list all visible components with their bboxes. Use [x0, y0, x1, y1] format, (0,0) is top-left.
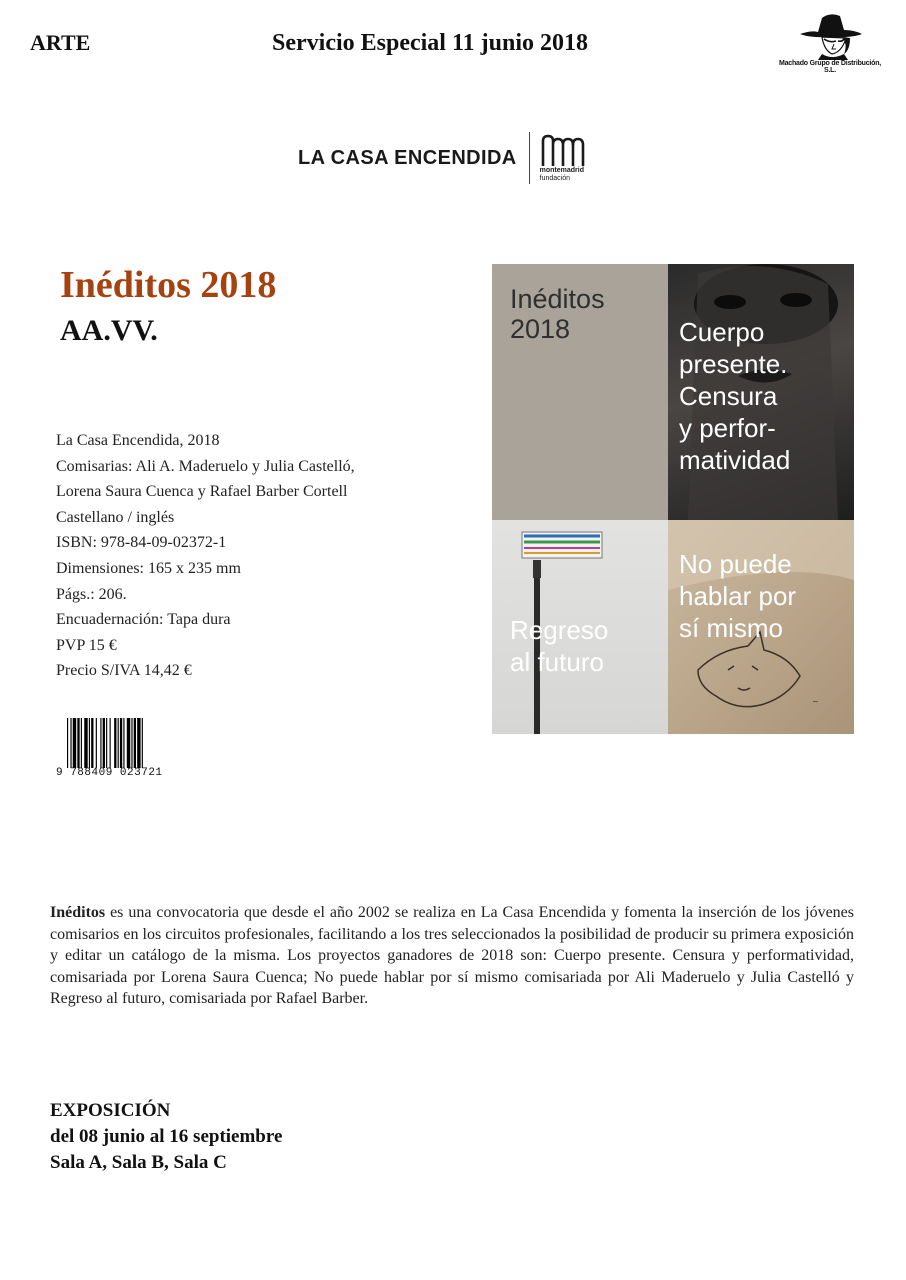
- detail-publisher: La Casa Encendida, 2018: [56, 432, 220, 449]
- exhibition-dates: del 08 junio al 16 septiembre: [50, 1126, 283, 1147]
- cover-project-2: No puede hablar por sí mismo: [679, 549, 797, 643]
- foundation-label: fundación: [539, 175, 571, 182]
- detail-price-no-vat: Precio S/IVA 14,42 €: [56, 662, 192, 680]
- detail-curators: Comisarias: Ali A. Maderuelo y Julia Castelló,: [56, 457, 355, 475]
- signature-icon: ~: [812, 697, 819, 706]
- publisher-logo: [298, 130, 588, 186]
- logo-divider: [529, 132, 530, 184]
- cover-portrait-panel: [668, 264, 854, 520]
- exhibition-heading: EXPOSICIÓN: [50, 1100, 171, 1121]
- cover-sculpture-panel: [492, 520, 668, 734]
- publisher-name: LA CASA ENCENDIDA: [298, 146, 517, 169]
- exhibition-rooms: Sala A, Sala B, Sala C: [50, 1152, 227, 1173]
- detail-language: Castellano / inglés: [56, 508, 175, 526]
- description-lead: Inéditos: [50, 904, 106, 921]
- detail-curators-cont: Lorena Saura Cuenca y Rafael Barber Cortell: [56, 483, 348, 501]
- book-author: AA.VV.: [60, 314, 158, 347]
- special-service-title: Servicio Especial 11 junio 2018: [272, 30, 589, 56]
- exhibition-block: [50, 1098, 282, 1176]
- detail-price: PVP 15 €: [56, 636, 117, 654]
- cover-project-3: Regreso al futuro: [510, 615, 609, 677]
- cover-series-panel: [492, 264, 668, 520]
- detail-pages: Págs.: 206.: [56, 585, 127, 603]
- montemadrid-logo: [540, 133, 588, 183]
- barcode-digits: 9 788409 023721: [56, 767, 163, 779]
- description-body: es una convocatoria que desde el año 2002 se realiza en La Casa Encendida y fomenta la inserción de los jóvenes comisarios en los circuitos profesionales, facilitando a los tres seleccionados la posibilidad de producir su primera exposición y editar un catálogo de la misma. Los proyectos ganadores de 2018 son: Cuerpo presente. Censura y performatividad, comisariada por Lorena Saura Cuenca; No puede hablar por sí mismo comisariada por Ali Maderuelo y Julia Castelló y Regreso al futuro, comisariada por Rafael Barber.: [50, 904, 854, 1007]
- detail-isbn: ISBN: 978-84-09-02372-1: [56, 534, 227, 552]
- section-label: ARTE: [30, 30, 91, 55]
- detail-binding: Encuadernación: Tapa dura: [56, 611, 231, 629]
- book-details: [56, 428, 355, 684]
- cover-project-1: Cuerpo presente. Censura y perfor- matividad: [679, 317, 791, 475]
- detail-dimensions: Dimensiones: 165 x 235 mm: [56, 559, 241, 577]
- book-cover: [492, 264, 854, 734]
- cover-series-title: Inéditos 2018: [510, 284, 605, 344]
- cover-drawing-panel: [668, 520, 854, 734]
- distributor-caption: Machado Grupo de Distribución, S.L.: [778, 60, 882, 74]
- montemadrid-label: montemadrid: [539, 167, 584, 174]
- book-title: Inéditos 2018: [60, 264, 277, 306]
- description-paragraph: [50, 902, 854, 1010]
- montemadrid-mark-icon: [540, 133, 588, 167]
